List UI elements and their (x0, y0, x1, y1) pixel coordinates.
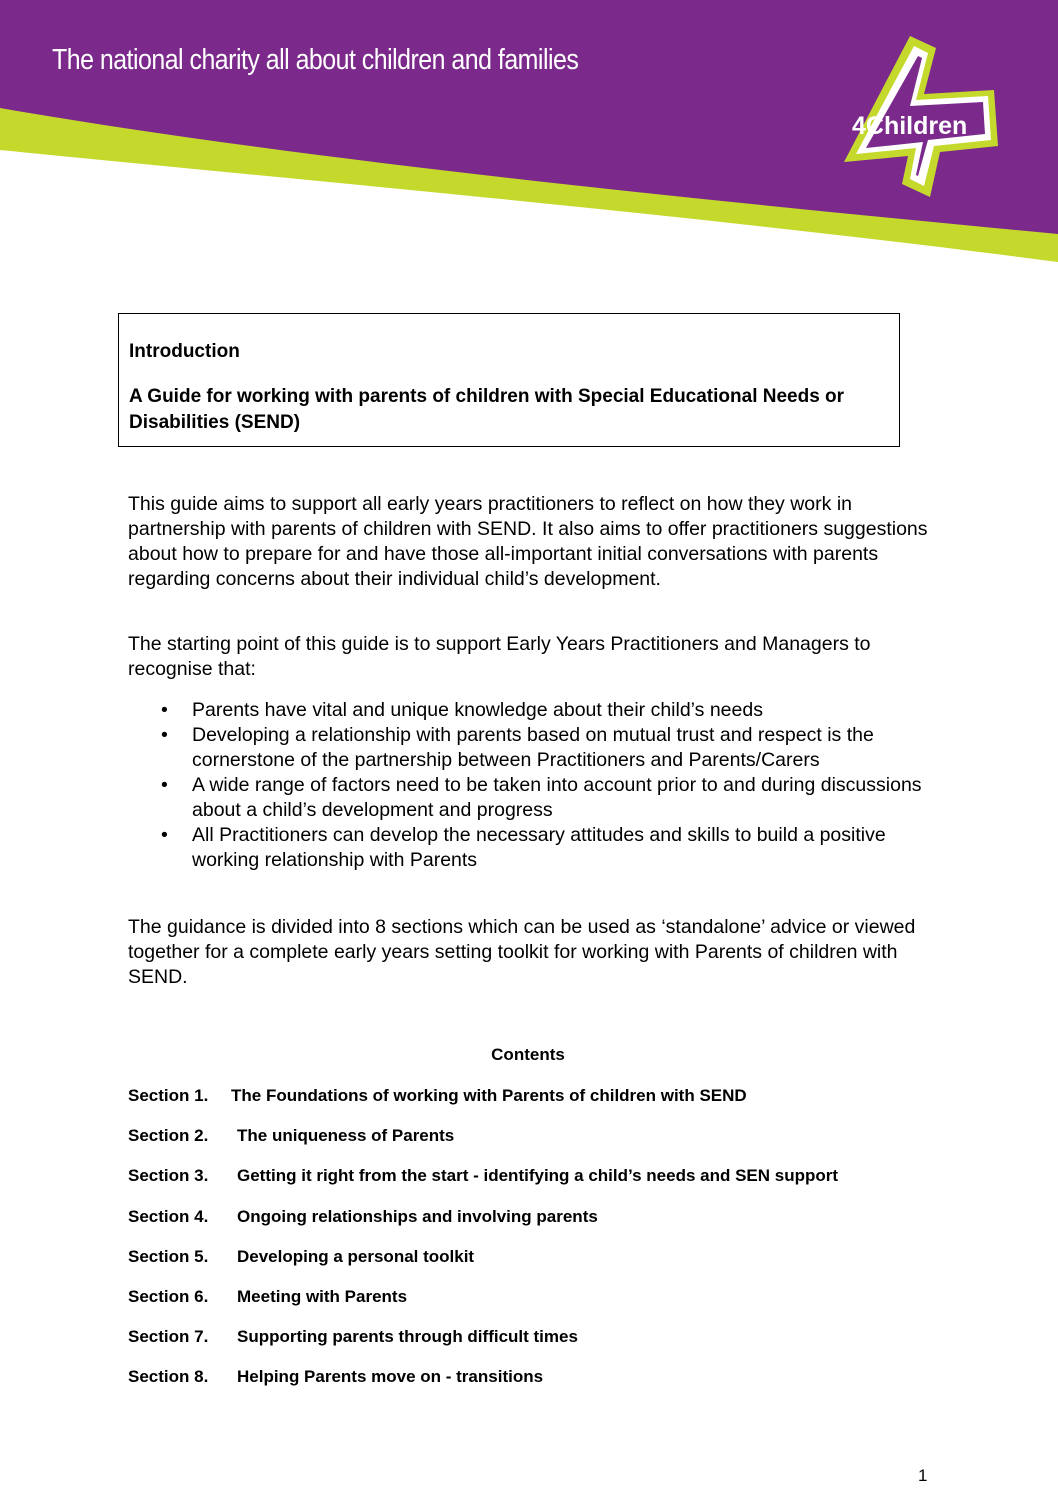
bullet-text: Developing a relationship with parents based on mutual trust and respect is the cornerstone of the partnership between Practitioners and Parents/Carers (192, 724, 874, 771)
toc-section-title: Helping Parents move on - transitions (237, 1367, 544, 1387)
logo-text: 4Children (852, 112, 968, 140)
toc-item (128, 1287, 838, 1327)
toc-item (128, 1086, 838, 1126)
toc-section-title: Developing a personal toolkit (237, 1246, 475, 1266)
guidance-paragraph: The guidance is divided into 8 sections which can be used as ‘standalone’ advice or viewed together for a complete early years setting toolkit for working with Parents of children with SEND. (128, 916, 916, 988)
toc-section-number: Section 1. (128, 1086, 209, 1105)
contents-heading: Contents (491, 1045, 565, 1064)
bullet-icon: • (161, 774, 168, 796)
list-item (128, 773, 928, 823)
bullet-icon: • (161, 824, 168, 846)
toc-section-title: The Foundations of working with Parents of children with SEND (231, 1086, 747, 1105)
intro-box (118, 313, 900, 447)
list-item (128, 698, 928, 723)
list-item (128, 723, 928, 773)
list-item (128, 823, 928, 873)
toc-section-number: Section 3. (128, 1166, 209, 1186)
toc-section-number: Section 8. (128, 1367, 209, 1387)
toc-item (128, 1207, 838, 1247)
bullet-icon: • (161, 699, 168, 721)
header-tagline: The national charity all about children and families (52, 44, 579, 76)
4children-logo (838, 34, 1018, 199)
bullet-text: A wide range of factors need to be taken into account prior to and during discussions about a child’s development and progress (192, 774, 922, 821)
bullet-icon: • (161, 724, 168, 746)
toc-section-title: The uniqueness of Parents (237, 1126, 455, 1146)
guide-title: A Guide for working with parents of children with Special Educational Needs or Disabilities (SEND) (129, 386, 845, 433)
bullet-text: Parents have vital and unique knowledge about their child’s needs (192, 699, 763, 721)
bullet-text: All Practitioners can develop the necessary attitudes and skills to build a positive working relationship with Parents (192, 824, 886, 871)
toc-section-title: Supporting parents through difficult times (237, 1327, 578, 1347)
toc-section-number: Section 2. (128, 1126, 209, 1146)
page-number: 1 (918, 1466, 928, 1485)
toc-item (128, 1166, 838, 1206)
toc-item (128, 1367, 838, 1407)
table-of-contents (128, 1086, 838, 1408)
toc-section-title: Meeting with Parents (237, 1286, 408, 1306)
toc-section-number: Section 5. (128, 1246, 209, 1266)
starting-point-paragraph: The starting point of this guide is to support Early Years Practitioners and Managers to recognise that: (128, 633, 871, 680)
toc-section-title: Ongoing relationships and involving parents (237, 1206, 598, 1226)
toc-section-number: Section 7. (128, 1327, 209, 1347)
intro-heading: Introduction (129, 341, 240, 362)
toc-section-title: Getting it right from the start - identifying a child’s needs and SEN support (237, 1166, 839, 1186)
toc-item (128, 1327, 838, 1367)
toc-item (128, 1126, 838, 1166)
bullet-list (128, 698, 928, 873)
toc-section-number: Section 4. (128, 1206, 209, 1226)
toc-section-number: Section 6. (128, 1286, 209, 1306)
toc-item (128, 1247, 838, 1287)
intro-paragraph: This guide aims to support all early years practitioners to reflect on how they work in partnership with parents of children with SEND. It also aims to offer practitioners suggestions about how to prepare for and have those all-important initial conversations with parents regarding concerns about their individual child’s development. (128, 493, 928, 590)
